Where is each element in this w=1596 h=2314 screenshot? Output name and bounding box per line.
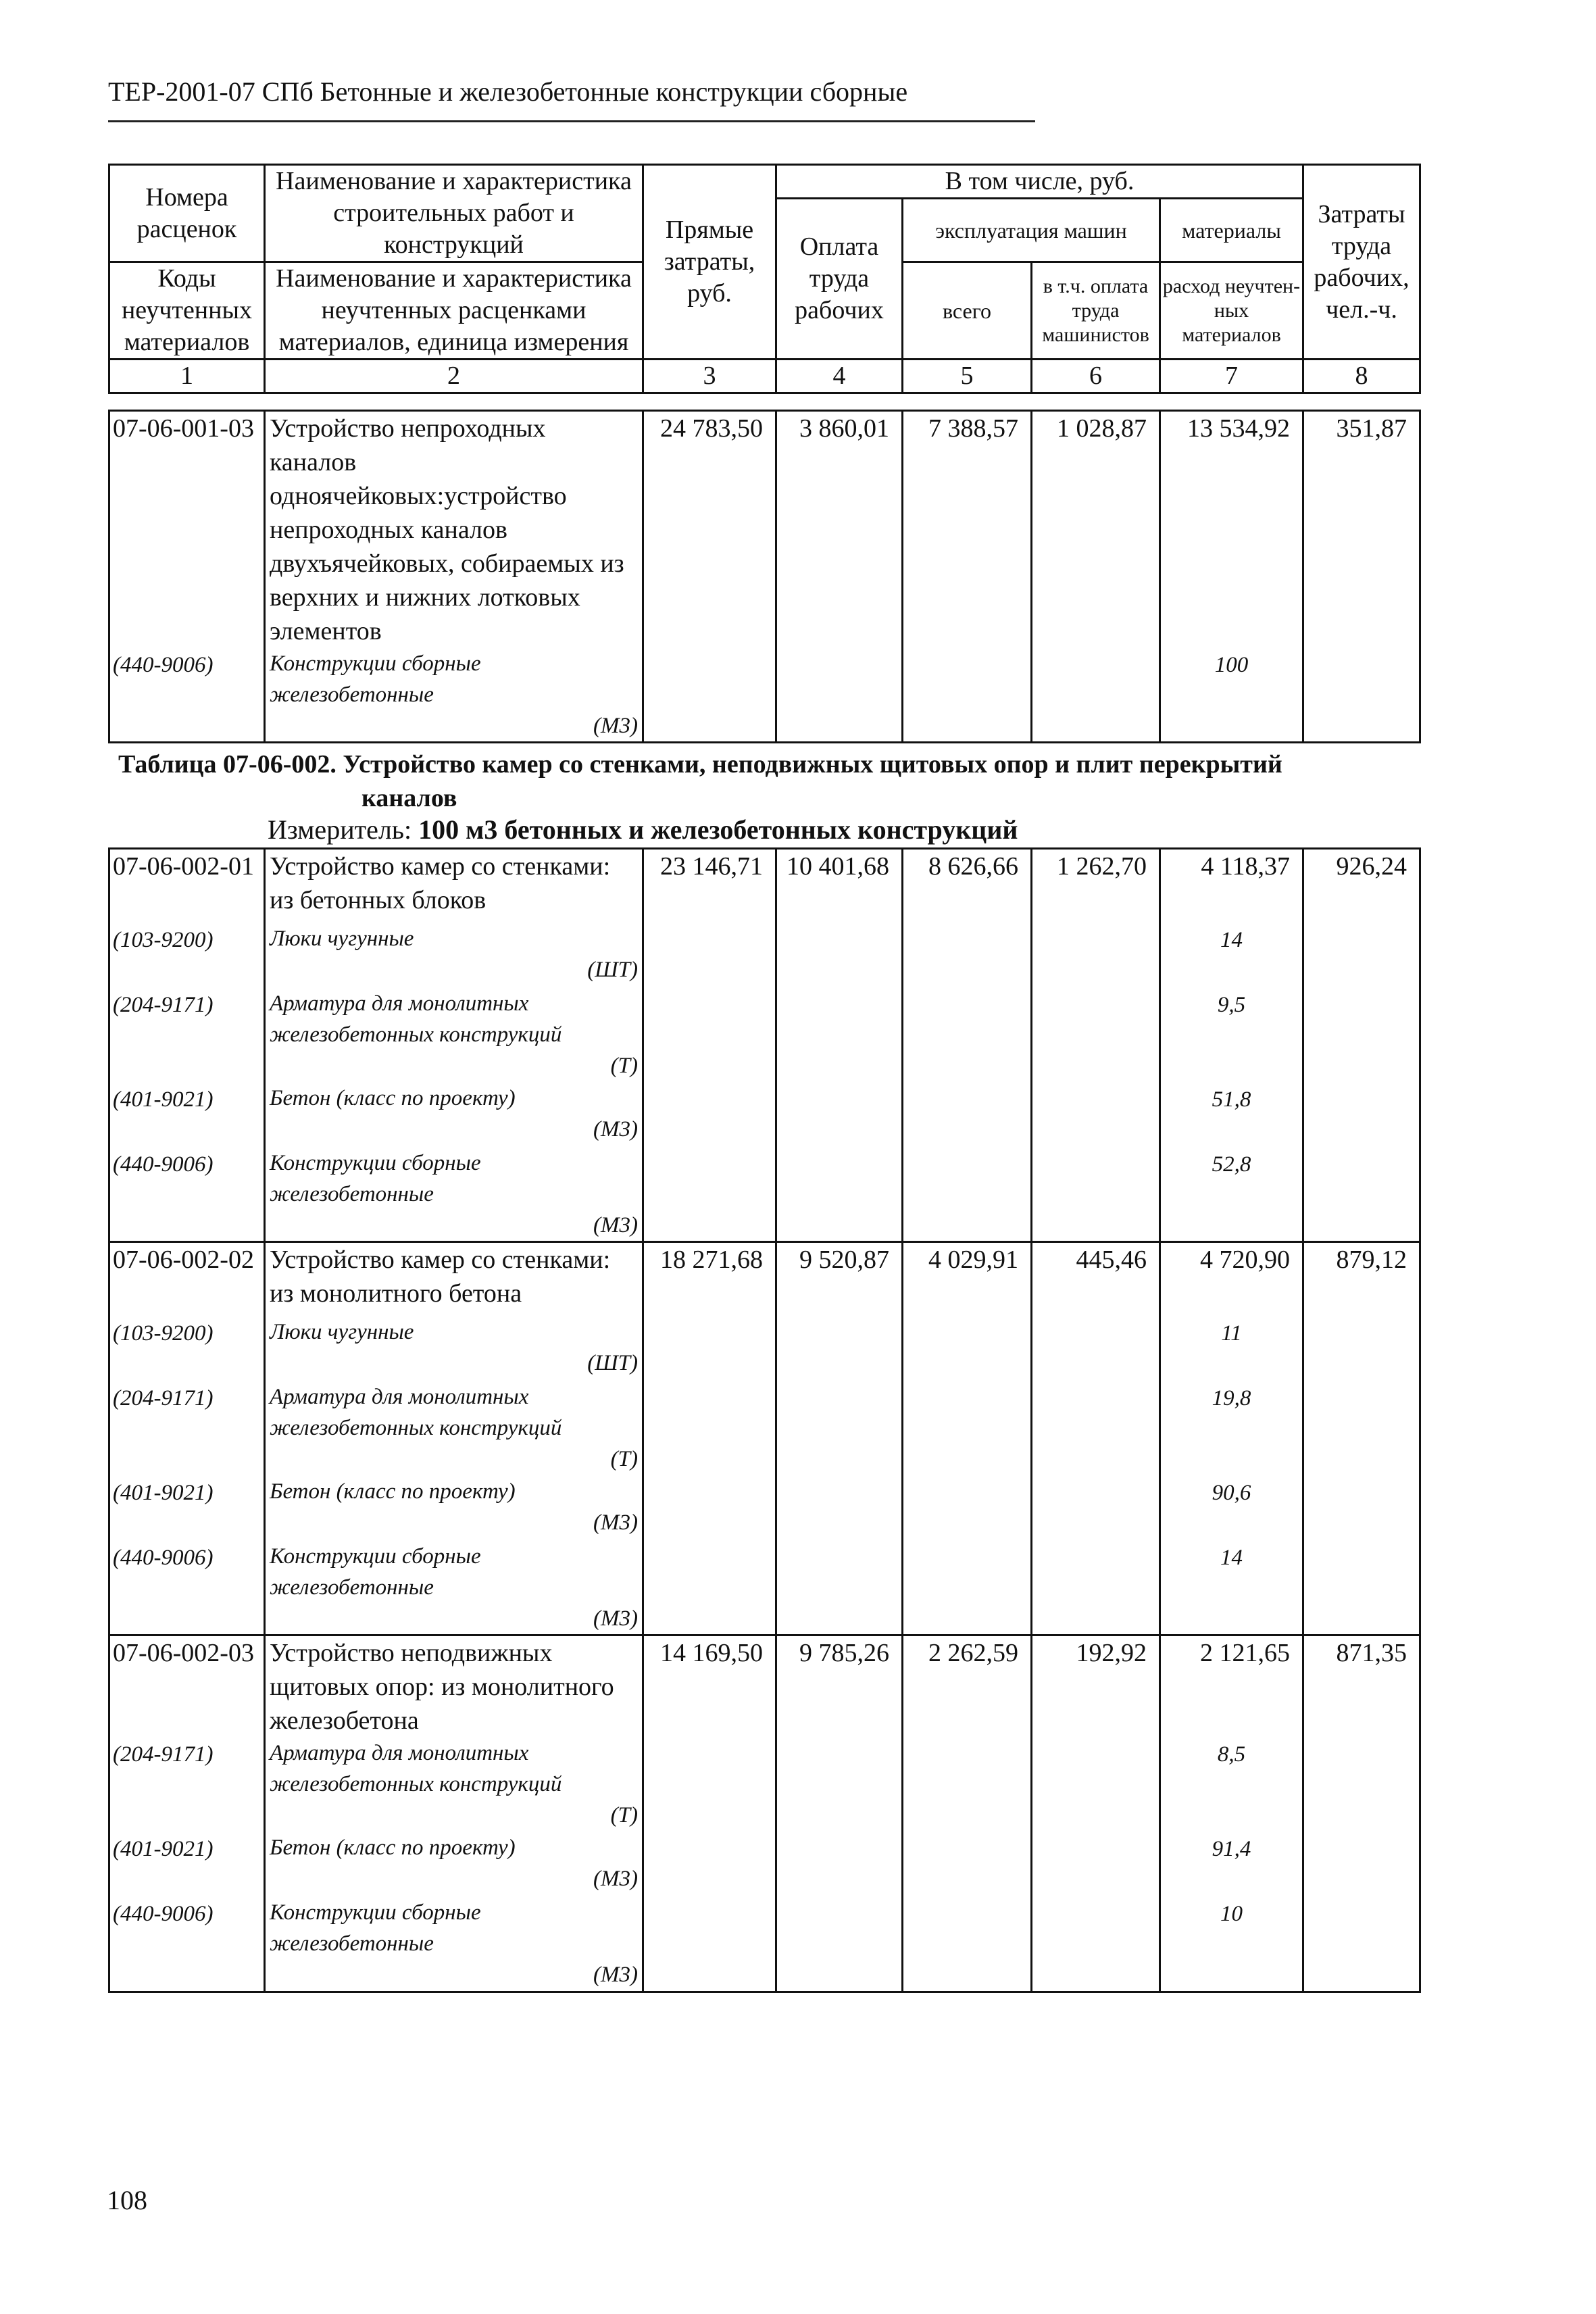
direct-cost: 14 169,50	[643, 1635, 776, 1738]
material-qty: 10	[1160, 1897, 1303, 1992]
material-unit: (ШТ)	[587, 957, 638, 982]
material-qty: 90,6	[1160, 1476, 1303, 1541]
col6-header: в т.ч. оплата труда машинистов	[1032, 262, 1160, 360]
material-code: (103-9200)	[109, 1316, 265, 1381]
col4-header: Оплата труда рабочих	[776, 199, 903, 360]
materials-header: материалы	[1160, 199, 1303, 262]
material-code: (204-9171)	[109, 988, 265, 1083]
col-number: 5	[903, 360, 1032, 393]
material-code: (103-9200)	[109, 923, 265, 988]
material-qty: 8,5	[1160, 1738, 1303, 1832]
material-name: Бетон (класс по проекту) (М3)	[265, 1832, 643, 1897]
table-title: Таблица 07-06-002. Устройство камер со стенками, неподвижных щитовых опор и плит перекрытий каналов	[118, 750, 1282, 812]
page-number: 108	[107, 2185, 147, 2215]
material-unit: (М3)	[593, 1963, 638, 1987]
material-qty: 100	[1160, 648, 1303, 743]
labor-hours: 879,12	[1303, 1242, 1420, 1316]
material-qty: 52,8	[1160, 1148, 1303, 1242]
material-qty: 51,8	[1160, 1083, 1303, 1148]
material-name: Конструкции сборные железобетонные (М3)	[265, 1148, 643, 1242]
rate-name: Устройство неподвижных щитовых опор: из монолитного железобетона	[265, 1635, 643, 1738]
col-number: 4	[776, 360, 903, 393]
material-unit: (М3)	[593, 1510, 638, 1535]
col-number: 8	[1303, 360, 1420, 393]
material-code: (401-9021)	[109, 1832, 265, 1897]
material-code: (204-9171)	[109, 1738, 265, 1832]
machine-cost: 8 626,66	[903, 849, 1032, 923]
rate-code: 07-06-002-02	[109, 1242, 265, 1316]
material-unit: (М3)	[593, 714, 638, 738]
material-code: (440-9006)	[109, 648, 265, 743]
labor-cost: 9 785,26	[776, 1635, 903, 1738]
material-name: Арматура для монолитных железобетонных конструкций (Т)	[265, 988, 643, 1083]
material-code: (440-9006)	[109, 1897, 265, 1992]
operator-cost: 1 262,70	[1032, 849, 1160, 923]
col-number: 3	[643, 360, 776, 393]
materials-cost: 2 121,65	[1160, 1635, 1303, 1738]
material-name: Бетон (класс по проекту) (М3)	[265, 1476, 643, 1541]
material-unit: (М3)	[593, 1116, 638, 1141]
col-number: 7	[1160, 360, 1303, 393]
operator-cost: 1 028,87	[1032, 411, 1160, 649]
material-code: (401-9021)	[109, 1083, 265, 1148]
materials-cost: 4 720,90	[1160, 1242, 1303, 1316]
labor-cost: 3 860,01	[776, 411, 903, 649]
material-name: Бетон (класс по проекту) (М3)	[265, 1083, 643, 1148]
material-name: Арматура для монолитных железобетонных конструкций (Т)	[265, 1738, 643, 1832]
material-unit: (Т)	[610, 1053, 638, 1078]
material-unit: (М3)	[593, 1212, 638, 1237]
machine-cost: 4 029,91	[903, 1242, 1032, 1316]
col8-header: Затраты труда рабочих, чел.-ч.	[1303, 165, 1420, 360]
material-code: (204-9171)	[109, 1381, 265, 1476]
machine-cost: 7 388,57	[903, 411, 1032, 649]
material-unit: (ШТ)	[587, 1350, 638, 1375]
material-qty: 91,4	[1160, 1832, 1303, 1897]
operator-cost: 192,92	[1032, 1635, 1160, 1738]
material-name: Конструкции сборные железобетонные (М3)	[265, 648, 643, 743]
material-unit: (М3)	[593, 1606, 638, 1631]
material-unit: (М3)	[593, 1867, 638, 1891]
col1-bottom-header: Коды неучтенных материалов	[109, 262, 265, 360]
material-code: (440-9006)	[109, 1541, 265, 1635]
column-header-table	[108, 164, 1421, 394]
rate-name: Устройство камер со стенками: из монолитного бетона	[265, 1242, 643, 1316]
labor-hours: 871,35	[1303, 1635, 1420, 1738]
material-qty: 14	[1160, 923, 1303, 988]
col-number: 1	[109, 360, 265, 393]
direct-cost: 24 783,50	[643, 411, 776, 649]
material-code: (401-9021)	[109, 1476, 265, 1541]
col2-top-header: Наименование и характеристика строительных работ и конструкций	[265, 165, 643, 262]
rate-table-07-06-001	[108, 410, 1421, 743]
col-number: 6	[1032, 360, 1160, 393]
col5-header: всего	[903, 262, 1032, 360]
material-code: (440-9006)	[109, 1148, 265, 1242]
operator-cost: 445,46	[1032, 1242, 1160, 1316]
material-qty: 11	[1160, 1316, 1303, 1381]
material-name: Арматура для монолитных железобетонных конструкций (Т)	[265, 1381, 643, 1476]
labor-cost: 10 401,68	[776, 849, 903, 923]
col7-header: расход неучтен-ных материалов	[1160, 262, 1303, 360]
measurement-unit: Измеритель: 100 м3 бетонных и железобетонных конструкций	[268, 814, 1018, 845]
col2-bottom-header: Наименование и характеристика неучтенных расценками материалов, единица измерения	[265, 262, 643, 360]
material-qty: 14	[1160, 1541, 1303, 1635]
machines-header: эксплуатация машин	[903, 199, 1160, 262]
col1-top-header: Номера расценок	[109, 165, 265, 262]
direct-cost: 23 146,71	[643, 849, 776, 923]
material-unit: (Т)	[610, 1803, 638, 1827]
rate-table-07-06-002	[108, 847, 1421, 1993]
material-name: Люки чугунные (ШТ)	[265, 923, 643, 988]
labor-cost: 9 520,87	[776, 1242, 903, 1316]
col3-header: Прямые затраты, руб.	[643, 165, 776, 360]
rate-code: 07-06-002-01	[109, 849, 265, 923]
header-rule	[108, 120, 1035, 122]
rate-code: 07-06-002-03	[109, 1635, 265, 1738]
rate-name: Устройство камер со стенками: из бетонных блоков	[265, 849, 643, 923]
labor-hours: 926,24	[1303, 849, 1420, 923]
direct-cost: 18 271,68	[643, 1242, 776, 1316]
material-qty: 19,8	[1160, 1381, 1303, 1476]
group-header: В том числе, руб.	[776, 165, 1303, 199]
labor-hours: 351,87	[1303, 411, 1420, 649]
materials-cost: 4 118,37	[1160, 849, 1303, 923]
material-name: Люки чугунные (ШТ)	[265, 1316, 643, 1381]
machine-cost: 2 262,59	[903, 1635, 1032, 1738]
rate-code: 07-06-001-03	[109, 411, 265, 649]
material-name: Конструкции сборные железобетонные (М3)	[265, 1897, 643, 1992]
rate-name: Устройство непроходных каналов одноячейковых:устройство непроходных каналов двухъячейковых, собираемых из верхних и нижних лотковых элементов	[265, 411, 643, 649]
material-name: Конструкции сборные железобетонные (М3)	[265, 1541, 643, 1635]
material-unit: (Т)	[610, 1446, 638, 1471]
col-number: 2	[265, 360, 643, 393]
material-qty: 9,5	[1160, 988, 1303, 1083]
running-header: ТЕР-2001-07 СПб Бетонные и железобетонные конструкции сборные	[108, 76, 908, 107]
materials-cost: 13 534,92	[1160, 411, 1303, 649]
